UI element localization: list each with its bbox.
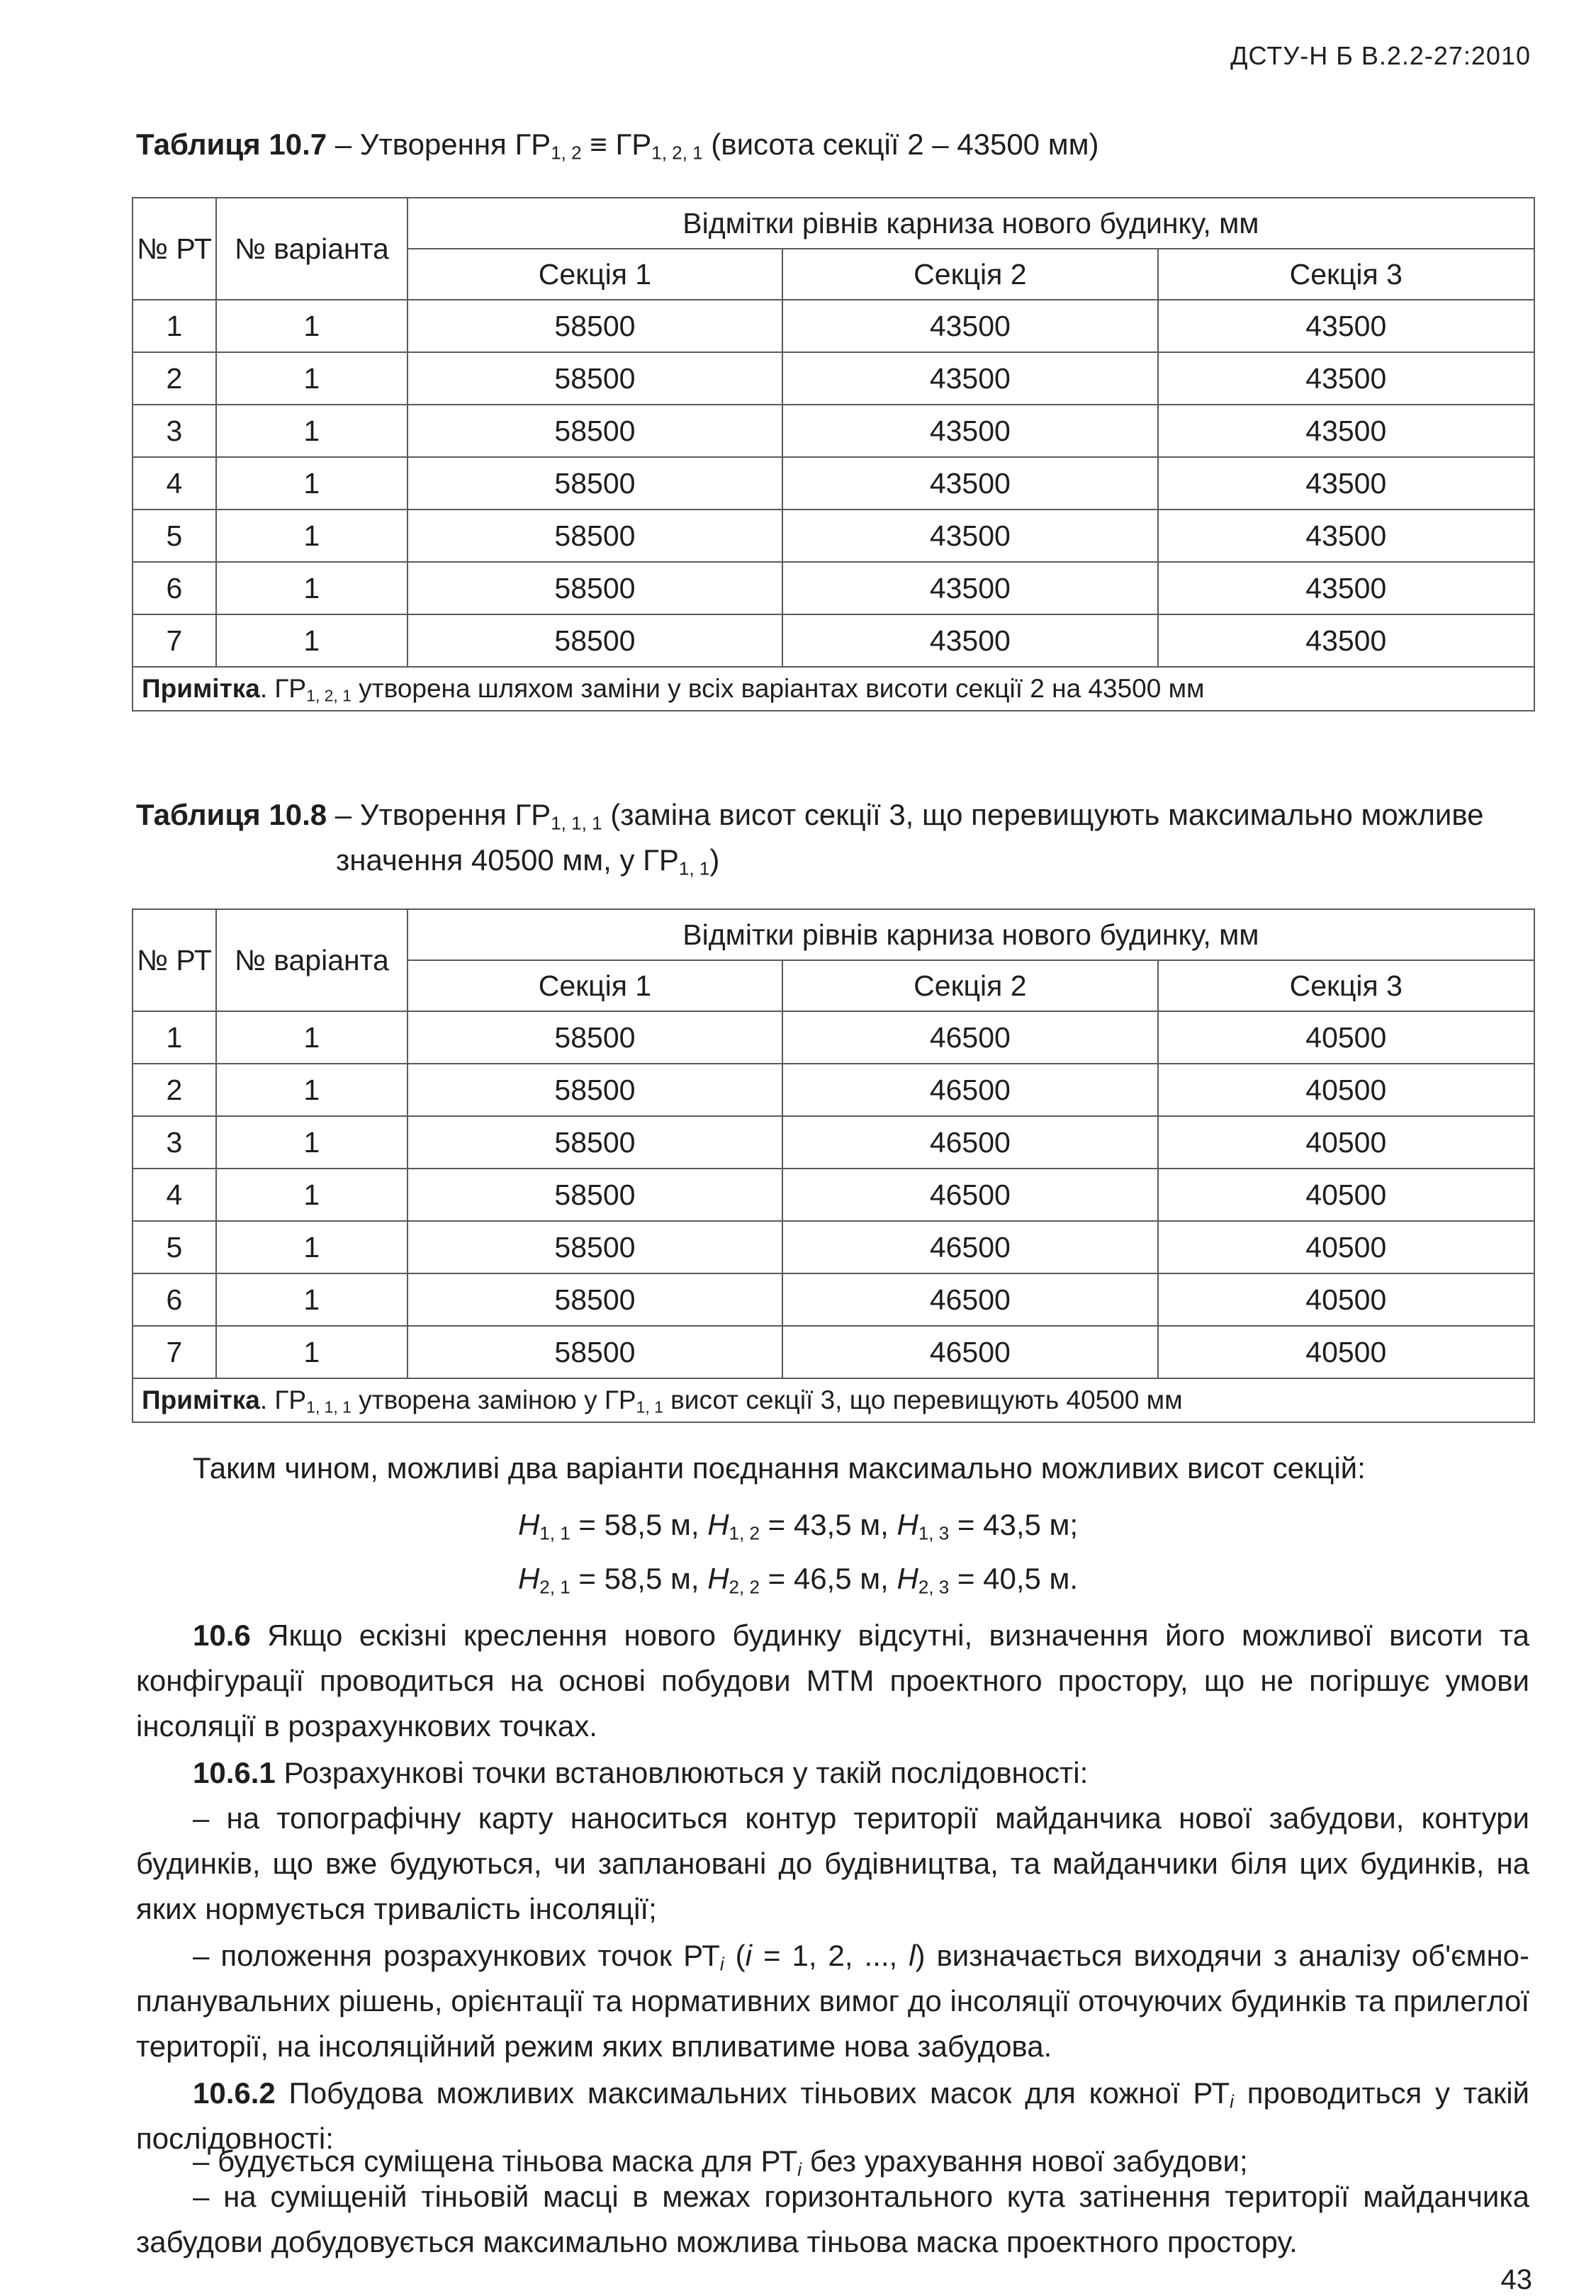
formula-line-2: [0, 1556, 1596, 1602]
cell-section-3: 40500: [1158, 1221, 1534, 1273]
cell-variant: 1: [216, 1064, 408, 1116]
note-label: Примітка: [142, 1385, 260, 1414]
table-row: [133, 562, 1534, 614]
cell-section-3: 43500: [1158, 457, 1534, 510]
formula-value: = 58,5 м,: [570, 1508, 708, 1541]
note-label: Примітка: [142, 674, 260, 703]
cell-section-1: 58500: [408, 562, 782, 614]
caption-subscript: 1, 1, 1: [551, 812, 602, 834]
table-row: [133, 352, 1534, 405]
cell-rt-number: 6: [133, 1273, 216, 1326]
list-item-4: – на суміщеній тіньовій масці в межах горизонтального кута затінення території майданчика забудови добудовується максимально можлива тіньова маска проектного простору.: [136, 2180, 1529, 2258]
formula-value: = 46,5 м,: [759, 1562, 897, 1595]
note-text: . ГР: [259, 674, 307, 703]
table-row: [133, 1116, 1534, 1169]
cell-section-2: 43500: [782, 510, 1157, 562]
item-text: без урахування нової забудови;: [802, 2144, 1248, 2178]
cell-variant: 1: [216, 457, 408, 510]
cell-section-2: 46500: [782, 1221, 1157, 1273]
caption-label: Таблиця 10.7: [136, 128, 327, 161]
clause-number: 10.6.1: [193, 1756, 276, 1789]
table-row: [133, 614, 1534, 667]
cell-rt-number: 5: [133, 510, 216, 562]
formula-subscript: 2, 2: [729, 1576, 760, 1598]
cell-section-1: 58500: [408, 614, 782, 667]
caption-subscript: 1, 1: [678, 857, 710, 879]
cell-variant: 1: [216, 1011, 408, 1064]
cell-section-2: 43500: [782, 300, 1157, 352]
note-text: утворена заміною у ГР: [351, 1385, 636, 1414]
cell-rt-number: 1: [133, 1011, 216, 1064]
caption-line-2: [136, 838, 1484, 883]
cell-section-2: 46500: [782, 1064, 1157, 1116]
paragraph-text: Якщо ескізні креслення нового будинку відсутні, визначення його можливої висоти та конфігурації проводиться на основі побудови МТМ проектного простору, що не погіршує умови інсоляції в розрахункових точках.: [136, 1619, 1529, 1743]
cell-section-3: 40500: [1158, 1169, 1534, 1221]
cell-section-1: 58500: [408, 1011, 782, 1064]
table-row: [133, 1011, 1534, 1064]
cell-section-1: 58500: [408, 1221, 782, 1273]
cell-rt-number: 2: [133, 352, 216, 405]
column-header-section-2: Секція 2: [782, 249, 1157, 300]
table-row: [133, 1064, 1534, 1116]
note-text: утворена шляхом заміни у всіх варіантах висоти секції 2 на 43500 мм: [351, 674, 1205, 703]
cell-section-1: 58500: [408, 1326, 782, 1378]
cell-section-2: 43500: [782, 562, 1157, 614]
cell-section-2: 46500: [782, 1011, 1157, 1064]
cell-section-1: 58500: [408, 1169, 782, 1221]
cell-variant: 1: [216, 300, 408, 352]
cell-section-3: 43500: [1158, 562, 1534, 614]
formula-value: = 58,5 м,: [570, 1562, 708, 1595]
list-item-2: [136, 1933, 1529, 2069]
table-10-7: [132, 197, 1535, 711]
formula-subscript: 1, 2: [729, 1522, 760, 1544]
caption-text: – Утворення ГР: [327, 798, 551, 831]
paragraph-10-6: [136, 1613, 1529, 1749]
table-row: [133, 405, 1534, 457]
item-text: – будується суміщена тіньова маска для РТ: [193, 2144, 798, 2178]
paragraph-text: проводиться у такій послідовності:: [136, 2076, 1530, 2155]
formula-value: = 40,5 м.: [949, 1562, 1079, 1595]
header-text: № РТ: [136, 943, 212, 977]
paragraph-10-6-1: [136, 1750, 1529, 1796]
formula-symbol: H: [897, 1508, 918, 1541]
list-item-1: – на топографічну карту наноситься контур території майданчика нової забудови, контури будинків, що вже будуються, чи заплановані до будівництва, та майданчики біля цих будинків, на яких нормується тривалість інсоляції;: [136, 1801, 1529, 1925]
table-10-8: [132, 908, 1535, 1423]
cell-rt-number: 3: [133, 1116, 216, 1169]
cell-variant: 1: [216, 510, 408, 562]
cell-section-2: 43500: [782, 352, 1157, 405]
formula-subscript: 2, 3: [918, 1576, 950, 1598]
caption-text: ≡ ГР: [581, 128, 652, 161]
formula-line-1: [0, 1502, 1596, 1548]
table-caption-10-7: [136, 122, 1098, 167]
page-number: 43: [1500, 2264, 1532, 2295]
formula-symbol: H: [707, 1508, 729, 1541]
cell-section-1: 58500: [408, 510, 782, 562]
cell-variant: 1: [216, 1273, 408, 1326]
item-subscript: i: [719, 1953, 724, 1975]
formula-symbol: H: [517, 1562, 540, 1595]
cell-variant: 1: [216, 1169, 408, 1221]
cell-section-3: 40500: [1158, 1064, 1534, 1116]
formula-value: = 43,5 м;: [949, 1508, 1079, 1541]
note-text: . ГР: [259, 1385, 307, 1414]
cell-variant: 1: [216, 1221, 408, 1273]
table-row: [133, 510, 1534, 562]
note-subscript: 1, 1: [636, 1397, 663, 1417]
cell-section-3: 43500: [1158, 300, 1534, 352]
note-text: висот секції 3, що перевищують 40500 мм: [663, 1385, 1183, 1414]
cell-section-3: 40500: [1158, 1273, 1534, 1326]
caption-text: (висота секції 2 – 43500 мм): [702, 128, 1099, 161]
paragraph-text: Побудова можливих максимальних тіньових масок для кожної РТ: [275, 2076, 1230, 2110]
cell-section-2: 46500: [782, 1116, 1157, 1169]
column-header-section-1: Секція 1: [408, 249, 782, 300]
clause-number: 10.6.2: [193, 2076, 276, 2110]
table-note: [133, 667, 1534, 711]
column-header-no: [133, 909, 216, 1011]
table-row: [133, 1273, 1534, 1326]
item-text: = 1, 2, ...,: [752, 1939, 909, 1972]
table-row: [133, 1221, 1534, 1273]
column-header-section-3: Секція 3: [1158, 249, 1534, 300]
cell-section-3: 43500: [1158, 510, 1534, 562]
cell-section-1: 58500: [408, 1116, 782, 1169]
cell-section-3: 43500: [1158, 614, 1534, 667]
cell-section-2: 46500: [782, 1169, 1157, 1221]
caption-text: (заміна висот секції 3, що перевищують максимально можливе: [602, 798, 1484, 831]
column-header-variant: № варіанта: [216, 909, 408, 1011]
column-header-section-3: Секція 3: [1158, 960, 1534, 1011]
cell-section-3: 40500: [1158, 1116, 1534, 1169]
cell-rt-number: 7: [133, 614, 216, 667]
column-header-variant: № варіанта: [216, 198, 408, 300]
item-text: (: [724, 1939, 746, 1972]
cell-section-1: 58500: [408, 300, 782, 352]
item-symbol: i: [745, 1939, 753, 1972]
formula-subscript: 2, 1: [539, 1576, 571, 1598]
paragraph-subscript: i: [1230, 2090, 1234, 2112]
cell-section-3: 43500: [1158, 405, 1534, 457]
document-code: ДСТУ-Н Б В.2.2-27:2010: [1230, 41, 1531, 70]
column-header-section-2: Секція 2: [782, 960, 1157, 1011]
cell-rt-number: 4: [133, 457, 216, 510]
summary-paragraph: Таким чином, можливі два варіанти поєднання максимально можливих висот секцій:: [193, 1451, 1366, 1485]
cell-rt-number: 6: [133, 562, 216, 614]
formula-value: = 43,5 м,: [759, 1508, 897, 1541]
cell-section-3: 40500: [1158, 1011, 1534, 1064]
formula-subscript: 1, 1: [539, 1522, 571, 1544]
item-text: – положення розрахункових точок РТ: [193, 1939, 720, 1972]
formula-symbol: H: [707, 1562, 729, 1595]
caption-text: – Утворення ГР: [327, 128, 551, 161]
cell-section-1: 58500: [408, 1064, 782, 1116]
paragraph-text: Розрахункові точки встановлюються у такій послідовності:: [275, 1756, 1089, 1789]
cell-variant: 1: [216, 405, 408, 457]
caption-subscript: 1, 2: [551, 142, 582, 164]
cell-rt-number: 3: [133, 405, 216, 457]
column-header-group: Відмітки рівнів карниза нового будинку, мм: [408, 198, 1534, 249]
formula-symbol: H: [897, 1562, 918, 1595]
cell-section-2: 46500: [782, 1326, 1157, 1378]
column-header-group: Відмітки рівнів карниза нового будинку, мм: [408, 909, 1534, 960]
caption-text: ): [709, 843, 720, 877]
cell-rt-number: 2: [133, 1064, 216, 1116]
cell-section-1: 58500: [408, 352, 782, 405]
cell-variant: 1: [216, 562, 408, 614]
item-symbol: l: [909, 1939, 916, 1972]
cell-variant: 1: [216, 352, 408, 405]
table-row: [133, 1169, 1534, 1221]
table-row: [133, 457, 1534, 510]
formula-symbol: H: [517, 1508, 540, 1541]
cell-section-1: 58500: [408, 405, 782, 457]
clause-number: 10.6: [193, 1619, 251, 1652]
cell-variant: 1: [216, 1326, 408, 1378]
cell-section-2: 43500: [782, 457, 1157, 510]
item-subscript: i: [797, 2159, 802, 2180]
cell-section-1: 58500: [408, 457, 782, 510]
table-row: [133, 300, 1534, 352]
cell-rt-number: 7: [133, 1326, 216, 1378]
cell-section-2: 43500: [782, 614, 1157, 667]
caption-text: значення 40500 мм, у ГР: [336, 843, 679, 877]
table-note: [133, 1378, 1534, 1422]
cell-section-2: 46500: [782, 1273, 1157, 1326]
formula-subscript: 1, 3: [918, 1522, 950, 1544]
item-text: ) визначається виходячи з аналізу об'ємно-планувальних рішень, орієнтації та нормативних вимог до інсоляції оточуючих будинків та прилеглої території, на інсоляційний режим яких впливатиме нова забудова.: [136, 1939, 1530, 2063]
cell-variant: 1: [216, 614, 408, 667]
cell-rt-number: 1: [133, 300, 216, 352]
caption-label: Таблиця 10.8: [136, 798, 327, 831]
cell-section-3: 43500: [1158, 352, 1534, 405]
cell-rt-number: 4: [133, 1169, 216, 1221]
table-caption-10-8: [136, 792, 1484, 883]
cell-rt-number: 5: [133, 1221, 216, 1273]
note-subscript: 1, 1, 1: [306, 1397, 352, 1417]
cell-section-3: 40500: [1158, 1326, 1534, 1378]
caption-subscript: 1, 2, 1: [651, 142, 703, 164]
column-header-section-1: Секція 1: [408, 960, 782, 1011]
header-text: № РТ: [136, 232, 212, 265]
cell-section-1: 58500: [408, 1273, 782, 1326]
cell-variant: 1: [216, 1116, 408, 1169]
cell-section-2: 43500: [782, 405, 1157, 457]
table-row: [133, 1326, 1534, 1378]
note-subscript: 1, 2, 1: [306, 686, 352, 705]
column-header-no: [133, 198, 216, 300]
